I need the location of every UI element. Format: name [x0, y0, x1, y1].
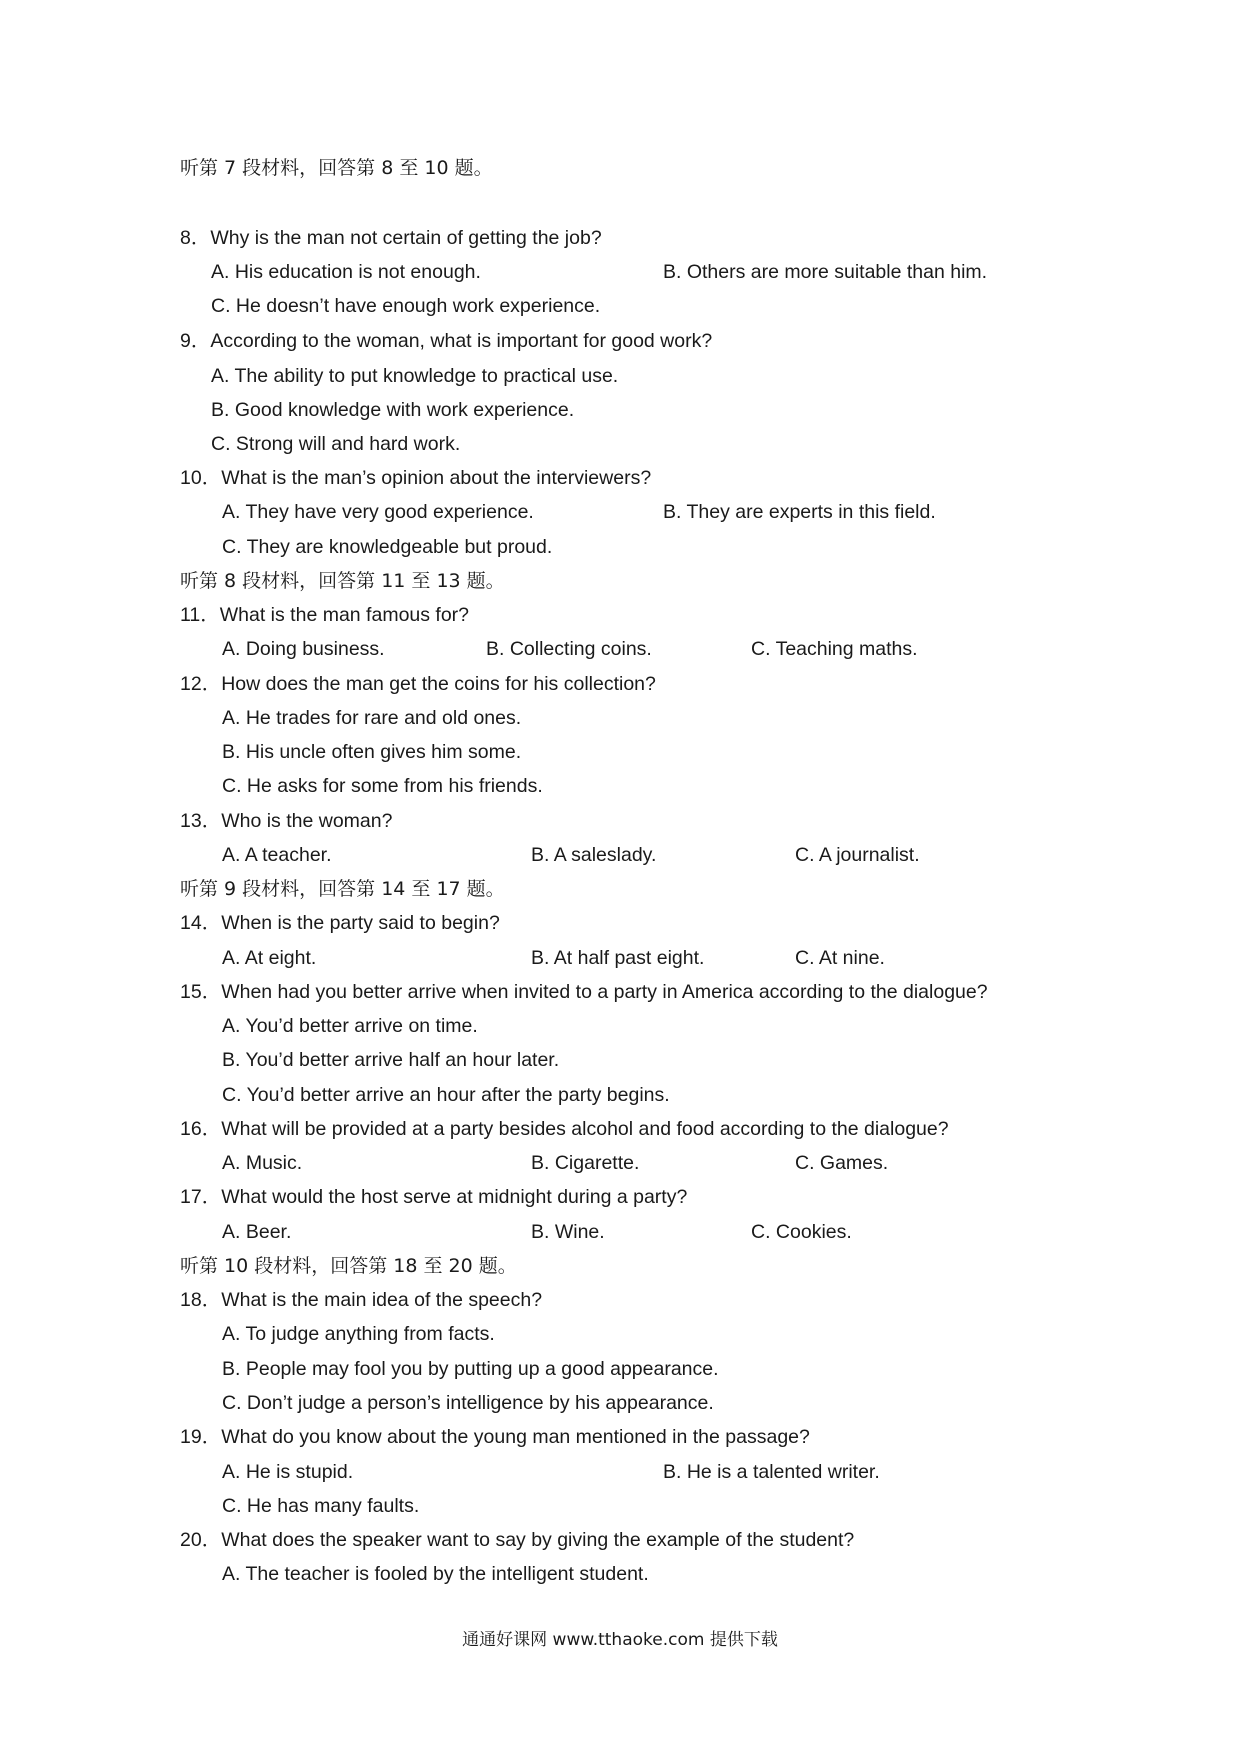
question-number: 13．	[180, 810, 222, 832]
question-12	[180, 667, 656, 701]
option-c: C. Strong will and hard work.	[211, 433, 461, 455]
option-c: C. Don’t judge a person’s intelligence by his appearance.	[222, 1392, 714, 1414]
option-a: A. Doing business.	[222, 638, 385, 660]
option-c: C. A journalist.	[795, 844, 920, 866]
option-b: B. He is a talented writer.	[663, 1461, 880, 1483]
option-a: A. They have very good experience.	[222, 501, 534, 523]
question-number: 17．	[180, 1186, 222, 1208]
question-number: 18．	[180, 1289, 222, 1311]
option-a: A. His education is not enough.	[211, 261, 481, 283]
section-heading: 听第 8 段材料，回答第 11 至 13 题。	[180, 570, 505, 592]
question-number: 11．	[180, 604, 220, 626]
option-b: B. His uncle often gives him some.	[222, 741, 522, 763]
question-9	[180, 324, 712, 358]
options-row	[222, 941, 1022, 975]
question-text: How does the man get the coins for his collection?	[221, 673, 656, 695]
question-number: 8．	[180, 227, 211, 249]
options-row	[222, 1455, 1022, 1489]
section-heading: 听第 10 段材料，回答第 18 至 20 题。	[180, 1255, 517, 1277]
question-13	[180, 804, 392, 838]
page-footer: 通通好课网 www.tthaoke.com 提供下载	[462, 1630, 778, 1650]
option-c: C. He doesn’t have enough work experience.	[211, 295, 601, 317]
question-8	[180, 221, 602, 255]
question-text: What do you know about the young man mentioned in the passage?	[221, 1426, 810, 1448]
question-19	[180, 1420, 810, 1454]
options-row	[222, 1215, 1022, 1249]
option-a: A. You’d better arrive on time.	[222, 1015, 478, 1037]
option-a: A. He is stupid.	[222, 1461, 354, 1483]
question-text: What would the host serve at midnight during a party?	[221, 1186, 688, 1208]
option-c: C. He has many faults.	[222, 1495, 420, 1517]
option-c: C. Teaching maths.	[751, 638, 918, 660]
question-14	[180, 906, 500, 940]
question-number: 20．	[180, 1529, 222, 1551]
option-a: A. A teacher.	[222, 844, 332, 866]
option-b: B. Collecting coins.	[486, 638, 652, 660]
question-text: Why is the man not certain of getting the job?	[210, 227, 602, 249]
question-11	[180, 598, 469, 632]
question-text: According to the woman, what is important for good work?	[210, 330, 713, 352]
option-b: B. They are experts in this field.	[663, 501, 936, 523]
question-number: 15．	[180, 981, 222, 1003]
option-c: C. Cookies.	[751, 1221, 852, 1243]
question-15	[180, 975, 988, 1009]
question-number: 9．	[180, 330, 211, 352]
option-a: A. The ability to put knowledge to practical use.	[211, 365, 619, 387]
option-c: C. They are knowledgeable but proud.	[222, 536, 553, 558]
question-text: What is the man famous for?	[219, 604, 470, 626]
question-text: What will be provided at a party besides alcohol and food according to the dialogue?	[221, 1118, 949, 1140]
question-text: When is the party said to begin?	[221, 912, 500, 934]
option-b: B. Cigarette.	[531, 1152, 640, 1174]
option-a: A. He trades for rare and old ones.	[222, 707, 522, 729]
question-16	[180, 1112, 949, 1146]
question-number: 16．	[180, 1118, 222, 1140]
question-20	[180, 1523, 854, 1557]
question-text: Who is the woman?	[221, 810, 393, 832]
question-number: 10．	[180, 467, 222, 489]
question-text: What is the main idea of the speech?	[221, 1289, 543, 1311]
section-heading: 听第 7 段材料，回答第 8 至 10 题。	[180, 157, 493, 179]
option-b: B. Others are more suitable than him.	[663, 261, 988, 283]
question-18	[180, 1283, 542, 1317]
options-row	[211, 255, 1011, 289]
option-b: B. A saleslady.	[531, 844, 657, 866]
option-b: B. Good knowledge with work experience.	[211, 399, 575, 421]
question-number: 12．	[180, 673, 222, 695]
option-b: B. You’d better arrive half an hour later.	[222, 1049, 560, 1071]
question-text: What is the man’s opinion about the interviewers?	[221, 467, 652, 489]
question-text: When had you better arrive when invited to a party in America according to the dialogue?	[221, 981, 988, 1003]
question-10	[180, 461, 651, 495]
options-row	[222, 838, 1022, 872]
options-row	[222, 632, 1022, 666]
option-c: C. He asks for some from his friends.	[222, 775, 543, 797]
question-text: What does the speaker want to say by giving the example of the student?	[221, 1529, 855, 1551]
question-number: 19．	[180, 1426, 222, 1448]
options-row	[222, 495, 1022, 529]
option-a: A. To judge anything from facts.	[222, 1323, 495, 1345]
option-b: B. At half past eight.	[531, 947, 705, 969]
option-c: C. At nine.	[795, 947, 885, 969]
question-number: 14．	[180, 912, 222, 934]
option-a: A. At eight.	[222, 947, 317, 969]
option-c: C. Games.	[795, 1152, 889, 1174]
option-a: A. Music.	[222, 1152, 303, 1174]
option-a: A. Beer.	[222, 1221, 292, 1243]
option-b: B. People may fool you by putting up a good appearance.	[222, 1358, 719, 1380]
options-row	[222, 1146, 1022, 1180]
section-heading: 听第 9 段材料，回答第 14 至 17 题。	[180, 878, 505, 900]
option-a: A. The teacher is fooled by the intelligent student.	[222, 1563, 649, 1585]
option-b: B. Wine.	[531, 1221, 605, 1243]
option-c: C. You’d better arrive an hour after the party begins.	[222, 1084, 670, 1106]
question-17	[180, 1180, 687, 1214]
